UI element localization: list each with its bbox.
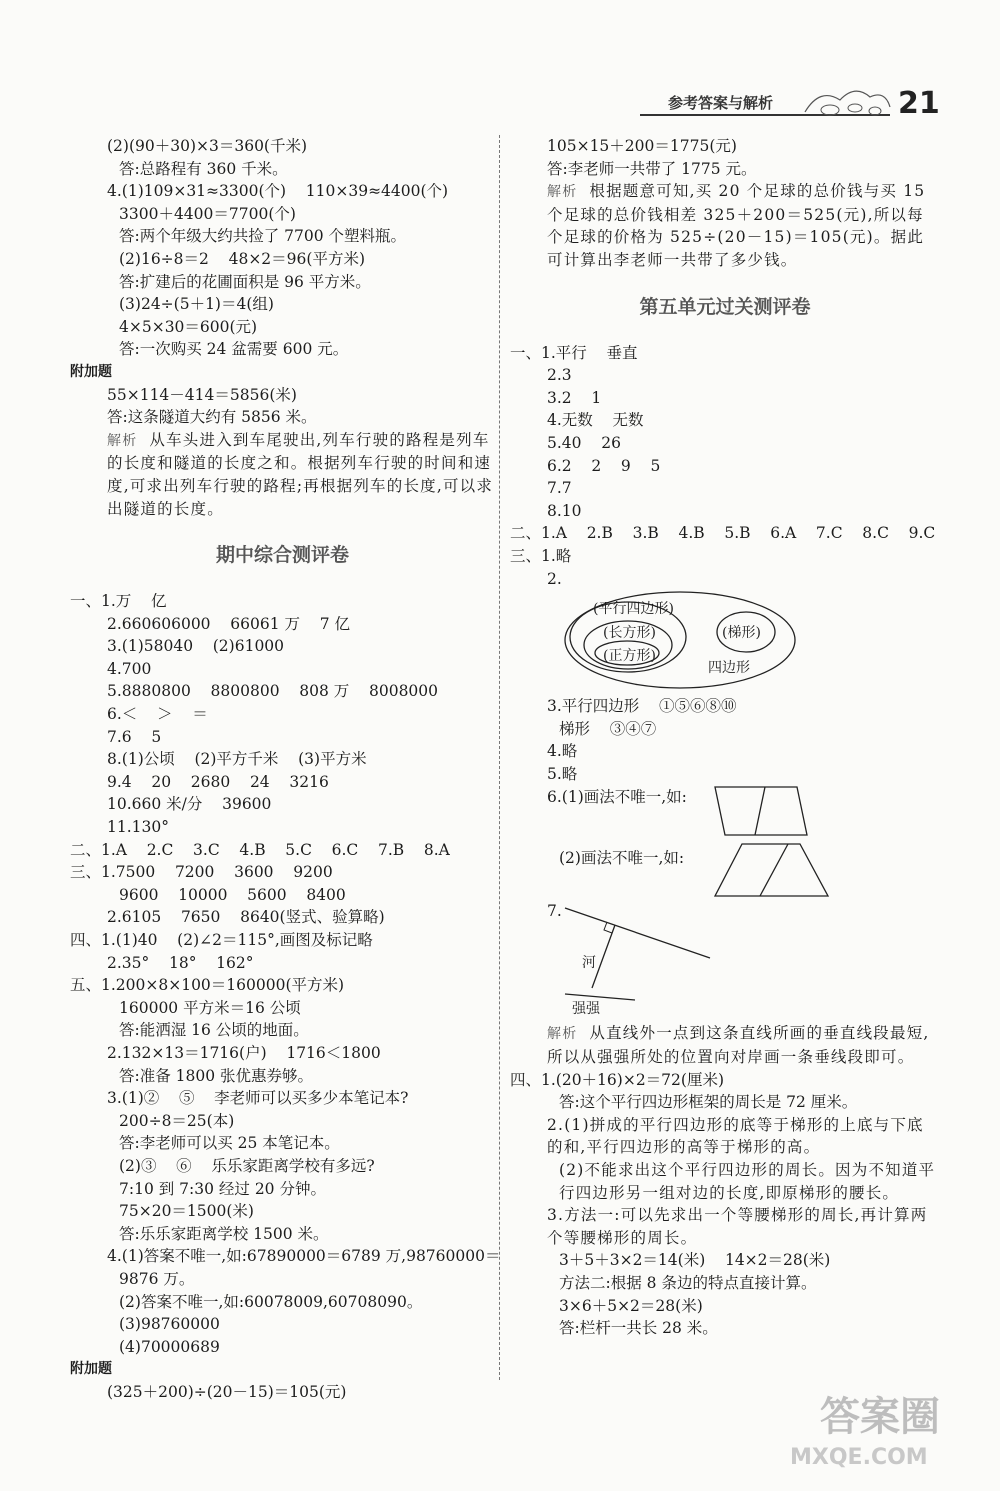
answer-paragraph: 3.方法一:可以先求出一个等腰梯形的周长,再计算两个等腰梯形的周长。: [547, 1206, 928, 1247]
answer-line: 8.(1)公顷 (2)平方千米 (3)平方米: [107, 750, 367, 769]
venn-parallelogram-label: (平行四边形): [593, 601, 674, 618]
answer-line: (2)③ ⑥ 乐乐家距离学校有多远?: [119, 1156, 375, 1175]
answer-paragraph: 2.(1)拼成的平行四边形的底等于梯形的上底与下底的和,平行四边形的高等于梯形的高。: [547, 1115, 924, 1157]
answer-line: 105×15＋200＝1775(元): [547, 137, 737, 155]
column-divider: [499, 135, 500, 1380]
analysis-text: 从直线外一点到这条直线所画的垂直线段最短,所以从强强所处的位置向对岸画一条垂线段即可。: [547, 1024, 930, 1067]
answer-line: 答:乐乐家距离学校 1500 米。: [119, 1224, 329, 1243]
answer-line: 二、1.A 2.B 3.B 4.B 5.B 6.A 7.C 8.C 9.C: [510, 524, 936, 543]
answer-line: 4.(1)答案不唯一,如:67890000＝6789 万,98760000＝: [107, 1247, 501, 1266]
answer-line: 答:这条隧道大约有 5856 米。: [107, 408, 317, 427]
answer-line: 9876 万。: [119, 1269, 195, 1288]
answer-line: 4.无数 无数: [547, 411, 644, 430]
analysis-label: 解析: [547, 1026, 578, 1043]
river-label: 河: [582, 955, 596, 972]
answer-line: (4)70000689: [119, 1337, 220, 1356]
answer-line: (2)答案不唯一,如:60078009,60708090。: [119, 1292, 423, 1311]
answer-line: 答:总路程有 360 千米。: [119, 159, 288, 178]
analysis-label: 解析: [547, 184, 578, 201]
answer-line: 三、1.略: [510, 546, 572, 565]
answer-line: 6.2 2 9 5: [547, 456, 661, 475]
answer-line: (3)24÷(5＋1)＝4(组): [119, 295, 274, 314]
answer-line: 2.: [547, 569, 562, 588]
venn-trapezoid-label: (梯形): [722, 625, 761, 642]
q6-part2: [510, 840, 940, 902]
answer-line: 7.: [547, 902, 562, 921]
answer-line: 4×5×30＝600(元): [119, 317, 258, 336]
answer-line: 2.132×13＝1716(户) 1716＜1800: [107, 1043, 381, 1062]
answer-line: (325＋200)÷(20－15)＝105(元): [107, 1382, 347, 1401]
answer-line: 答:李老师可以买 25 本笔记本。: [119, 1134, 340, 1153]
bonus-heading: 附加题: [70, 1361, 112, 1378]
answer-line: 答:栏杆一共长 28 米。: [559, 1319, 718, 1338]
answer-line: 11.130°: [107, 818, 169, 837]
answer-line: 五、1.200×8×100＝160000(平方米): [70, 976, 345, 995]
answer-line: 5.40 26: [547, 433, 621, 452]
right-column: [510, 135, 940, 1340]
answer-line: 答:两个年级大约共捡了 7700 个塑料瓶。: [119, 227, 407, 246]
answer-line: 2.660606000 66061 万 7 亿: [107, 614, 350, 633]
bonus-heading: 附加题: [70, 363, 112, 380]
answer-line: (2)(90＋30)×3＝360(千米): [107, 137, 308, 155]
answer-line: 一、1.万 亿: [70, 592, 167, 611]
answer-line: 四、1.(20＋16)×2＝72(厘米): [510, 1070, 724, 1089]
answer-line: 答:一次购买 24 盆需要 600 元。: [119, 340, 349, 359]
answer-line: 答:准备 1800 张优惠券够。: [119, 1066, 314, 1085]
answer-line: 4.略: [547, 742, 578, 761]
answer-line: 答:这个平行四边形框架的周长是 72 厘米。: [559, 1093, 858, 1112]
answer-line: 7:10 到 7:30 经过 20 分钟。: [119, 1179, 326, 1198]
answer-line: 三、1.7500 7200 3600 9200: [70, 863, 333, 882]
answer-line: 3300＋4400＝7700(个): [119, 204, 296, 223]
header-ornament-icon: [800, 82, 895, 122]
qiangqiang-label: 强强: [572, 1001, 600, 1018]
venn-square-label: (正方形): [603, 648, 656, 665]
answer-line: 四、1.(1)40 (2)∠2＝115°,画图及标记略: [70, 931, 373, 949]
answer-line: 3.平行四边形 ①⑤⑥⑧⑩: [547, 697, 737, 716]
analysis-paragraph: [510, 180, 940, 271]
answer-line: 55×114－414＝5856(米): [107, 385, 297, 404]
answer-line: 5.8880800 8800800 808 万 8008000: [107, 682, 439, 701]
answer-line: 9600 10000 5600 8400: [119, 885, 346, 904]
analysis-text: 根据题意可知,买 20 个足球的总价钱与买 15 个足球的总价钱相差 325＋200＝525(元),所以每个足球的价格为 525÷(20－15)＝105(元)。据此可计算出李老师一共带了多少钱。: [547, 182, 926, 269]
answer-line: 3＋5＋3×2＝14(米) 14×2＝28(米): [559, 1251, 831, 1270]
analysis-text: 从车头进入到车尾驶出,列车行驶的路程是列车的长度和隧道的长度之和。根据列车行驶的时间和速度,可求出列车行驶的路程;再根据列车的长度,可以求出隧道的长度。: [107, 430, 494, 518]
q6-part1: [510, 785, 940, 840]
answer-line: 4.700: [107, 659, 152, 678]
analysis-paragraph: [70, 429, 495, 520]
answer-line: 一、1.平行 垂直: [510, 343, 638, 362]
watermark-logo: 答案圈: [820, 1394, 940, 1440]
header-title: 参考答案与解析: [668, 94, 774, 112]
answer-line: 二、1.A 2.C 3.C 4.B 5.C 6.C 7.B 8.A: [70, 840, 450, 859]
answer-line: 方法二:根据 8 条边的特点直接计算。: [559, 1274, 817, 1292]
answer-line: 5.略: [547, 764, 578, 783]
q7-river-figure: [510, 902, 940, 1022]
answer-line: 4.(1)109×31≈3300(个) 110×39≈4400(个): [107, 182, 449, 201]
quadrilateral-venn-diagram: [510, 590, 940, 695]
answer-line: (2)画法不唯一,如:: [559, 849, 685, 868]
answer-line: 6.＜ ＞ ＝: [107, 705, 208, 724]
answer-line: 答:扩建后的花圃面积是 96 平方米。: [119, 272, 371, 291]
answer-line: 75×20＝1500(米): [119, 1202, 254, 1221]
analysis-paragraph: [510, 1022, 940, 1068]
answer-line: 6.(1)画法不唯一,如:: [547, 788, 687, 807]
answer-line: 9.4 20 2680 24 3216: [107, 772, 329, 791]
answer-line: (3)98760000: [119, 1315, 220, 1334]
page-number: 21: [898, 86, 940, 121]
trapezoid-split-figure: [510, 840, 940, 902]
watermark-site: MXQE.COM: [790, 1445, 928, 1470]
venn-rectangle-label: (长方形): [603, 625, 656, 642]
analysis-label: 解析: [107, 432, 138, 449]
answer-paragraph: (2)不能求出这个平行四边形的周长。因为不知道平行四边形另一组对边的长度,即原梯形的腰长。: [559, 1161, 936, 1202]
answer-line: 3.(1)② ⑤ 李老师可以买多少本笔记本?: [107, 1089, 409, 1108]
answer-line: 160000 平方米＝16 公顷: [119, 998, 301, 1017]
answer-line: 200÷8＝25(本): [119, 1111, 235, 1130]
parallelogram-figure: [510, 785, 940, 840]
section-title: 期中综合测评卷: [215, 544, 349, 567]
answer-line: 3×6＋5×2＝28(米): [559, 1296, 703, 1315]
venn-quadrilateral-label: 四边形: [708, 660, 750, 677]
answer-line: (2)16÷8＝2 48×2＝96(平方米): [119, 249, 365, 268]
answer-line: 梯形 ③④⑦: [559, 719, 657, 738]
answer-line: 3.(1)58040 (2)61000: [107, 637, 285, 656]
answer-line: 8.10: [547, 501, 582, 520]
answer-line: 7.7: [547, 479, 572, 498]
section-title: 第五单元过关测评卷: [639, 295, 811, 318]
answer-line: 答:能洒湿 16 公顷的地面。: [119, 1021, 309, 1040]
answer-line: 2.3: [547, 366, 572, 385]
answer-line: 7.6 5: [107, 727, 162, 746]
answer-line: 3.2 1: [547, 388, 602, 407]
answer-line: 10.660 米/分 39600: [107, 795, 272, 814]
left-column: [70, 135, 501, 1403]
answer-line: 答:李老师一共带了 1775 元。: [547, 159, 757, 178]
answer-line: 2.6105 7650 8640(竖式、验算略): [107, 908, 385, 927]
answer-line: 2.35° 18° 162°: [107, 953, 254, 972]
